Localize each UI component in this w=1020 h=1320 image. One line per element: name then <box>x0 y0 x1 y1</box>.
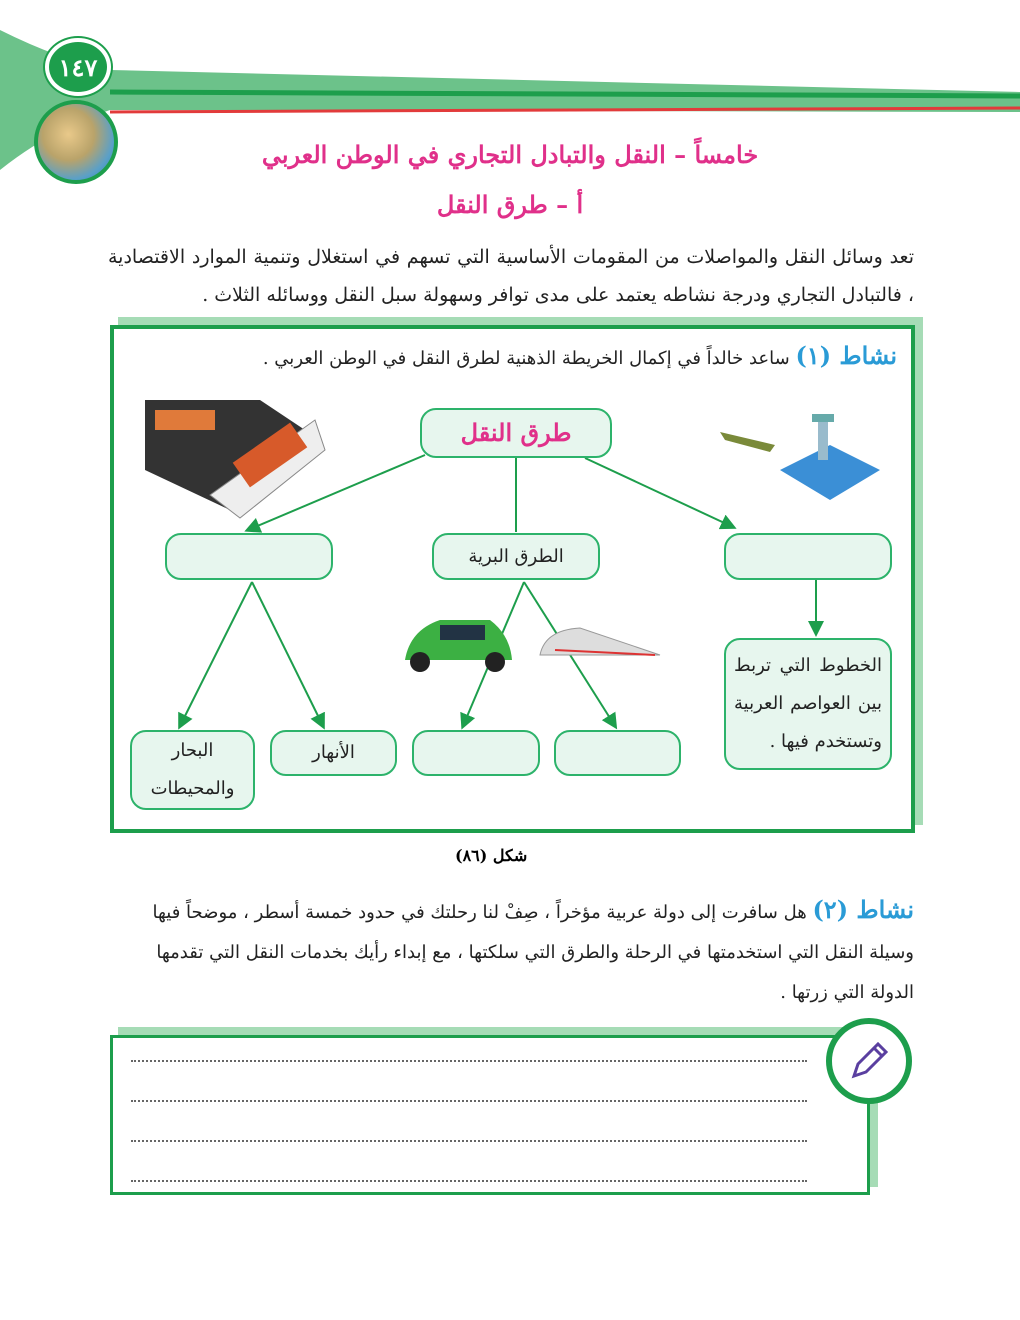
node-land-routes: الطرق البرية <box>432 533 600 580</box>
pencil-icon <box>826 1018 912 1104</box>
page-number: ١٤٧ <box>45 38 111 96</box>
answer-box[interactable] <box>110 1035 870 1195</box>
node-transport-routes: طرق النقل <box>420 408 612 458</box>
node-air-routes-blank[interactable] <box>724 533 892 580</box>
node-rivers: الأنهار <box>270 730 397 776</box>
activity-1-text: ساعد خالداً في إكمال الخريطة الذهنية لطرق النقل في الوطن العربي . <box>262 348 790 369</box>
node-water-routes-blank[interactable] <box>165 533 333 580</box>
answer-line[interactable] <box>131 1060 807 1062</box>
node-roads-blank[interactable] <box>412 730 540 776</box>
sub-heading: أ – طرق النقل <box>436 190 584 219</box>
answer-line[interactable] <box>131 1140 807 1142</box>
figure-caption: شكل (٨٦) <box>455 846 528 865</box>
activity-2-label: نشاط (٢) <box>812 895 914 924</box>
activity-2-text: هل سافرت إلى دولة عربية مؤخراً ، صِفْ لنا رحلتك في حدود خمسة أسطر ، موضحاً فيها وسيلة النقل التي استخدمتها في الرحلة والطرق التي سلكتها ، مع إبداء رأيك بخدمات النقل التي تقدمها الدولة التي زرتها . <box>152 902 914 1003</box>
node-air-lines-description: الخطوط التي تربط بين العواصم العربية وتستخدم فيها . <box>724 638 892 770</box>
activity-1-label: نشاط (١) <box>795 341 897 370</box>
node-railways-blank[interactable] <box>554 730 681 776</box>
section-heading: خامساً – النقل والتبادل التجاري في الوطن العربي <box>261 140 759 169</box>
intro-paragraph: تعد وسائل النقل والمواصلات من المقومات الأساسية التي تسهم في استغلال وتنمية الموارد الاقتصادية ، فالتبادل التجاري ودرجة نشاطه يعتمد على مدى توافر وسهولة سبل النقل ووسائله الثلاث . <box>108 246 914 306</box>
node-seas-oceans: البحار والمحيطات <box>130 730 255 810</box>
car-image <box>405 620 512 672</box>
train-image <box>540 628 660 655</box>
answer-line[interactable] <box>131 1180 807 1182</box>
activity-2 <box>108 890 914 1013</box>
ship-port-image <box>145 400 325 518</box>
answer-line[interactable] <box>131 1100 807 1102</box>
airport-plane-image <box>720 414 880 500</box>
